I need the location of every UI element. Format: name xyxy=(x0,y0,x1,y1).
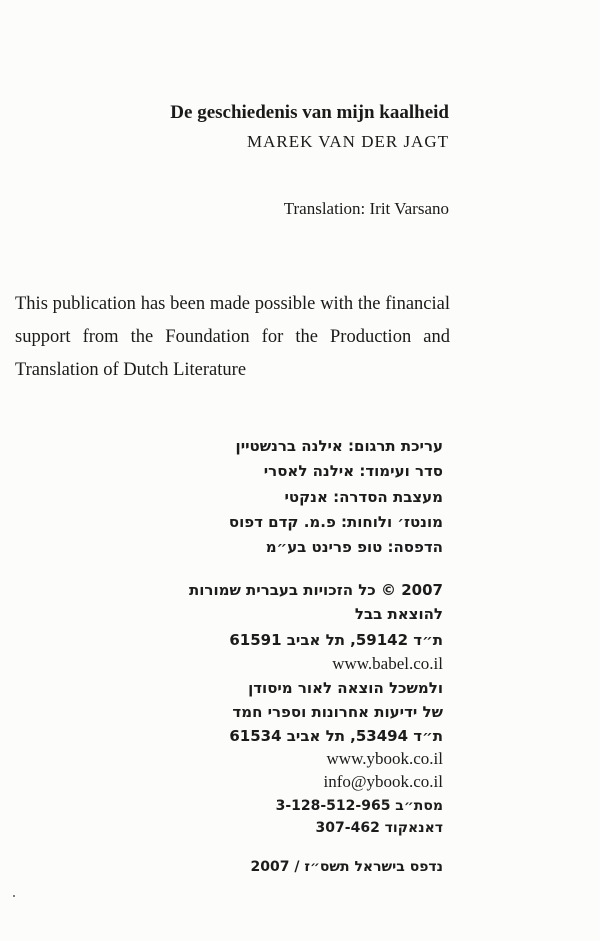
partner-publisher: ולמשכל הוצאה לאור מיסודן xyxy=(248,679,443,697)
credit-editing: עריכת תרגום: אילנה ברנשטיין xyxy=(235,437,443,455)
book-author: MAREK VAN DER JAGT xyxy=(246,132,449,151)
ybook-website: www.ybook.co.il xyxy=(326,749,443,768)
copyright-notice: 2007 © כל הזכויות בעברית שמורות xyxy=(189,581,443,599)
dannacode: דאנאקוד 307-462 xyxy=(315,820,443,836)
printed-in-israel: נדפס בישראל תשס״ז / 2007 xyxy=(250,859,443,875)
book-title: De geschiedenis van mijn kaalheid xyxy=(170,102,449,123)
credit-montage: מונטז׳ ולוחות: פ.מ. קדם דפוס xyxy=(228,513,443,531)
credit-printing: הדפסה: טופ פרינט בע״מ xyxy=(265,538,443,556)
partner-publisher-cont: של ידיעות אחרונות וספרי חמד xyxy=(232,703,443,721)
ybook-address: ת״ד 53494, תל אביב 61534 xyxy=(229,727,443,745)
babel-website: www.babel.co.il xyxy=(332,654,443,673)
credit-series-design: מעצבת הסדרה: אנקטי xyxy=(284,488,443,506)
publication-support-note: This publication has been made possible with the financial support from the Foundation for the Production and Translation of Dutch Literature xyxy=(15,294,450,380)
ybook-email: info@ybook.co.il xyxy=(323,772,443,791)
copyright-notice-cont: להוצאת בבל xyxy=(354,605,443,623)
babel-address: ת״ד 59142, תל אביב 61591 xyxy=(229,631,443,649)
isbn: מסת״ב 3-128-512-965 xyxy=(275,798,443,814)
page-speck xyxy=(13,895,15,897)
translation-credit: Translation: Irit Varsano xyxy=(283,199,449,218)
credit-typesetting: סדר ועימוד: אילנה לאסרי xyxy=(263,462,443,480)
